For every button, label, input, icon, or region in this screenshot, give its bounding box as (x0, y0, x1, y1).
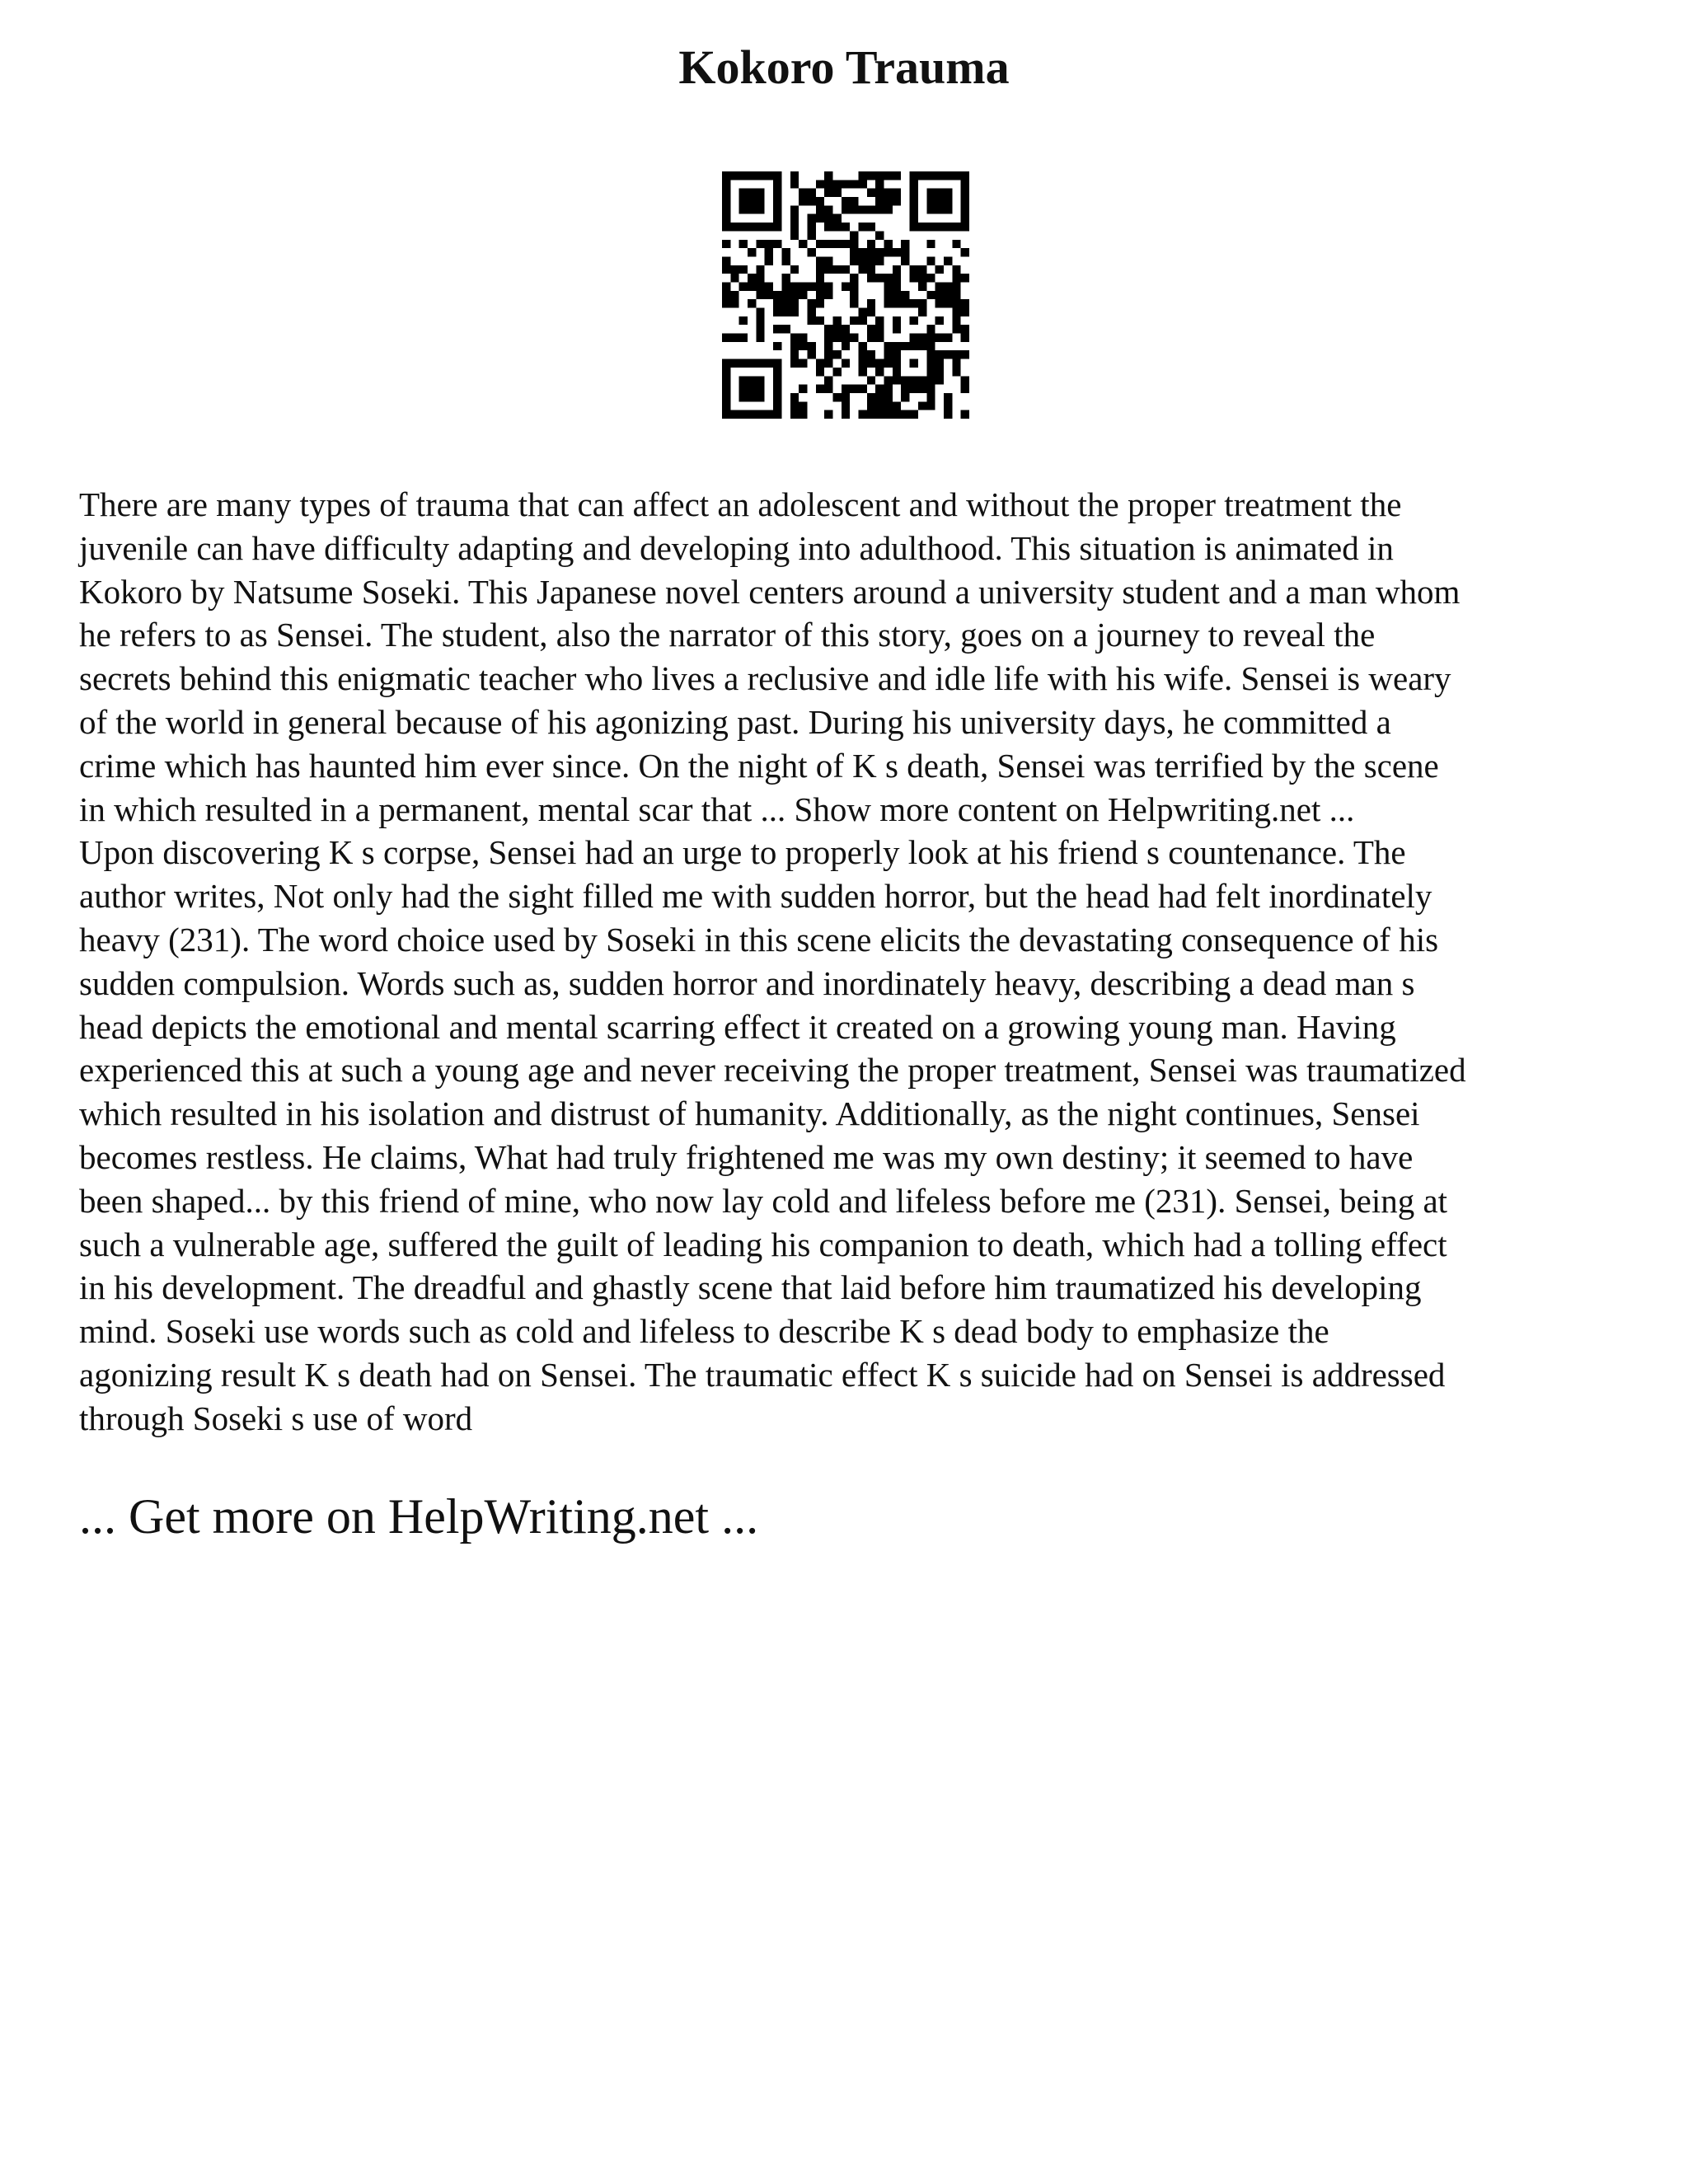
page-title: Kokoro Trauma (678, 40, 1010, 94)
qr-code-icon (722, 171, 969, 419)
article-body: There are many types of trauma that can affect an adolescent and without the proper treatment the juvenile can have difficulty adapting and developing into adulthood. This situation is animated in Kokoro by Natsume Soseki. This Japanese novel centers around a university student and a man whom he refers to as Sensei. The student, also the narrator of this story, goes on a journey to reveal the secrets behind this enigmatic teacher who lives a reclusive and idle life with his wife. Sensei is weary of the world in general because of his agonizing past. During his university days, he committed a crime which has haunted him ever since. On the night of K s death, Sensei was terrified by the scene in which resulted in a permanent, mental scar that ... Show more content on Helpwriting.net ... Upon discovering K s corpse, Sensei had an urge to properly look at his friend s countenance. The author writes, Not only had the sight filled me with sudden horror, but the head had felt inordinately heavy (231). The word choice used by Soseki in this scene elicits the devastating consequence of his sudden compulsion. Words such as, sudden horror and inordinately heavy, describing a dead man s head depicts the emotional and mental scarring effect it created on a growing young man. Having experienced this at such a young age and never receiving the proper treatment, Sensei was traumatized which resulted in his isolation and distrust of humanity. Additionally, as the night continues, Sensei becomes restless. He claims, What had truly frightened me was my own destiny; it seemed to have been shaped... by this friend of mine, who now lay cold and lifeless before me (231). Sensei, being at such a vulnerable age, suffered the guilt of leading his companion to death, which had a tolling effect in his development. The dreadful and ghastly scene that laid before him traumatized his developing mind. Soseki use words such as cold and lifeless to describe K s dead body to emphasize the agonizing result K s death had on Sensei. The traumatic effect K s suicide had on Sensei is addressed through Soseki s use of word (79, 485, 1466, 1437)
get-more-link[interactable]: ... Get more on HelpWriting.net ... (79, 1489, 759, 1544)
